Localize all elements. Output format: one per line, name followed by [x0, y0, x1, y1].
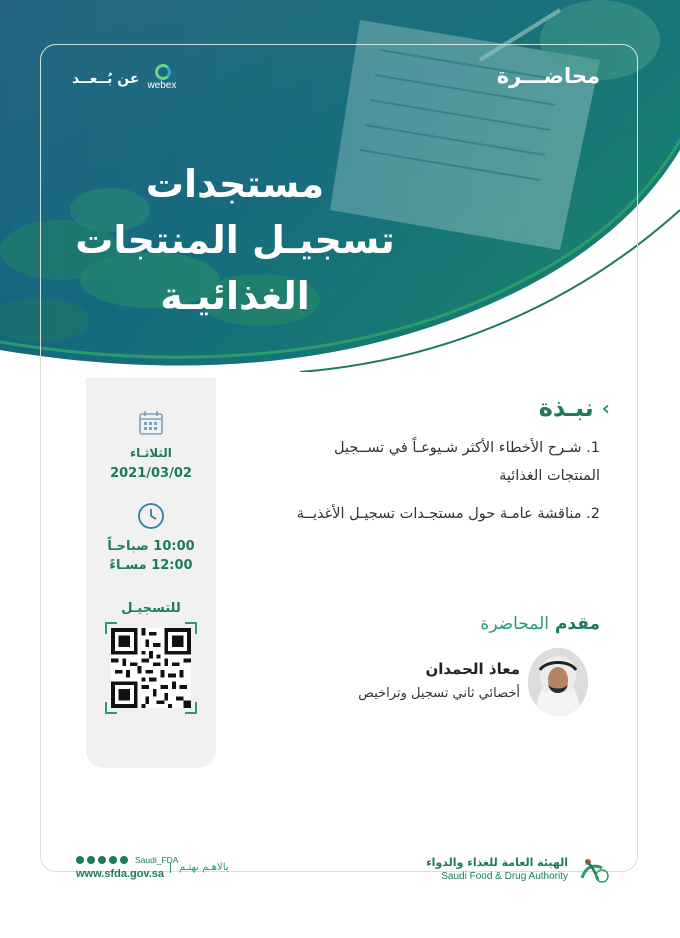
- end-time: 12:00 مسـاءً: [109, 558, 193, 573]
- title-line-1: مستجدات: [145, 162, 325, 206]
- presenter-avatar: [528, 648, 588, 716]
- presenter-role: أخصائي ثاني تسجيل وتراخيص: [358, 686, 520, 701]
- social-handle: Saudi_FDA: [135, 855, 179, 865]
- event-day: الثلاثـاء: [130, 446, 172, 460]
- title-line-3: الغذائيـة: [160, 274, 310, 318]
- slogan: بالاهـم نهتـم: [170, 862, 229, 873]
- facebook-icon[interactable]: [120, 856, 128, 864]
- event-info-card: [86, 378, 216, 768]
- page-title: [70, 156, 400, 324]
- registration-qr-code[interactable]: [111, 628, 191, 708]
- presenter-title-b: المحاضرة: [480, 614, 550, 634]
- about-title: نبـذة: [538, 394, 594, 422]
- presenter-title-a: مقدم: [554, 614, 600, 634]
- about-item-2: 2. مناقشة عامـة حول مستجـدات تسجيـل الأغذيــة: [296, 506, 600, 522]
- instagram-icon[interactable]: [87, 856, 95, 864]
- org-name-ar: الهيئة العامة للغذاء والدواء: [426, 856, 568, 869]
- about-item-1: 1. شـرح الأخطاء الأكثر شـيوعـاً في تســجيل المنتجات الغذائية: [333, 440, 600, 484]
- title-line-2: تسجيـل المنتجات: [75, 218, 395, 262]
- calendar-icon: [136, 408, 166, 438]
- org-name-en: Saudi Food & Drug Authority: [441, 871, 568, 882]
- start-time: 10:00 صباحـاً: [107, 539, 195, 554]
- sfda-logo-icon: [576, 852, 612, 884]
- webex-label: webex: [147, 80, 177, 91]
- remote-label: عن بُــعــد: [72, 71, 140, 87]
- youtube-icon[interactable]: [98, 856, 106, 864]
- webex-icon: [147, 64, 181, 94]
- social-links: [76, 855, 178, 865]
- website-link[interactable]: www.sfda.gov.sa: [76, 868, 165, 880]
- twitter-icon[interactable]: [76, 856, 84, 864]
- clock-icon: [136, 501, 166, 531]
- register-label: للتسجيـل: [121, 601, 181, 616]
- about-heading: [539, 394, 610, 422]
- presenter-heading: [480, 614, 600, 634]
- partner-logo: [72, 64, 181, 94]
- snapchat-icon[interactable]: [109, 856, 117, 864]
- chevron-right-icon: ›: [601, 396, 610, 420]
- presenter-name: معاذ الحمدان: [425, 660, 520, 678]
- event-date: 2021/03/02: [110, 466, 192, 481]
- event-type-badge: محاضـــرة: [496, 64, 600, 88]
